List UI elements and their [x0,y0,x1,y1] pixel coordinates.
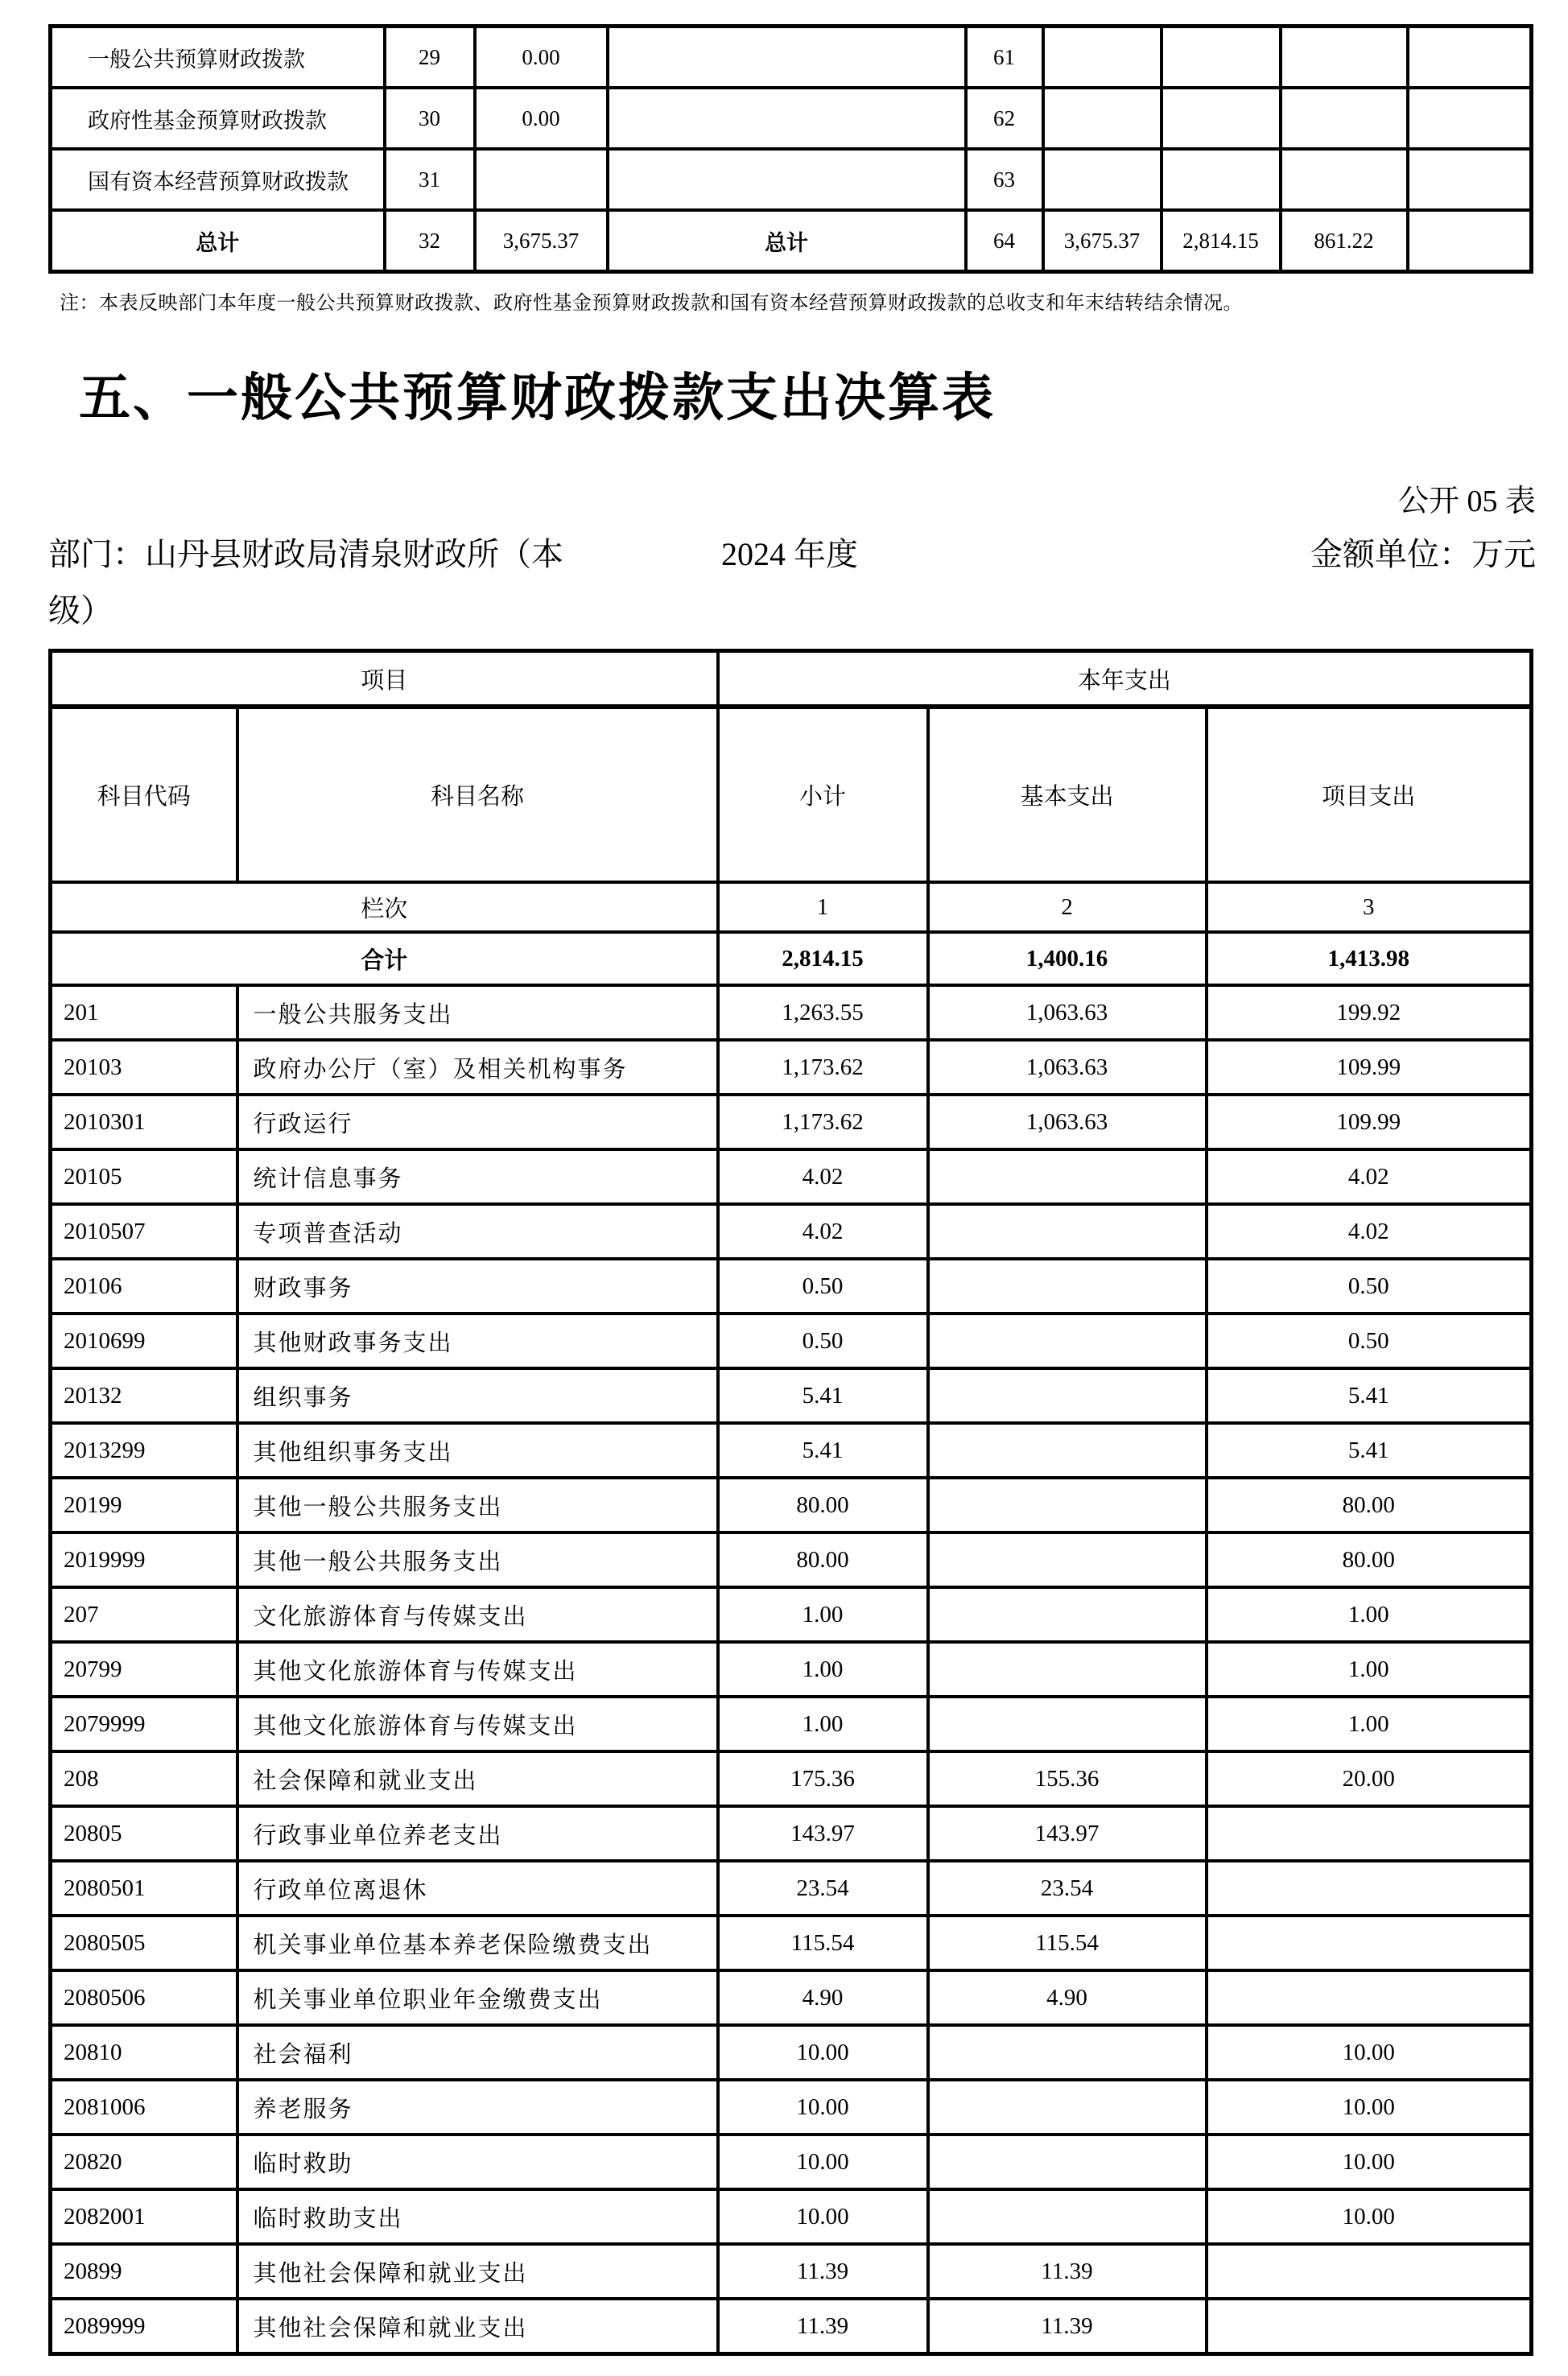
cell-basic-expenditure: 23.54 [928,1861,1207,1916]
cell-subtotal: 80.00 [718,1532,928,1587]
cell-subject-code: 2089999 [51,2299,237,2354]
cell-subtotal: 4.02 [718,1204,928,1259]
cell-project-expenditure: 10.00 [1207,2080,1532,2135]
cell-subject-name: 其他一般公共服务支出 [237,1532,718,1587]
cell-subject-name: 财政事务 [237,1259,718,1314]
cell-col-index-3: 3 [1207,882,1532,932]
cell-project-expenditure: 199.92 [1207,985,1532,1040]
table-row [51,1259,1532,1314]
table-row [51,1314,1532,1368]
cell-subject-code: 20899 [51,2244,237,2299]
cell-subtotal: 1,263.55 [718,985,928,1040]
cell-item-name-2 [608,149,966,210]
cell-subtotal: 10.00 [718,2080,928,2135]
header-subject-name: 科目名称 [237,707,718,882]
department-line-1: 部门：山丹县财政局清泉财政所（本 [48,536,563,572]
table-row [51,88,1532,149]
cell-project-expenditure: 10.00 [1207,2135,1532,2189]
cell-basic-expenditure: 155.36 [928,1751,1207,1806]
cell-value-2 [1162,88,1281,149]
cell-line-no-2: 63 [966,149,1043,210]
cell-subject-name: 统计信息事务 [237,1149,718,1204]
table-row [51,1368,1532,1423]
expenditure-table-header [51,651,1532,986]
cell-value-2 [1162,27,1281,89]
cell-basic-expenditure: 115.54 [928,1916,1207,1970]
department-name [48,526,612,639]
table-row [51,1149,1532,1204]
cell-project-expenditure: 1.00 [1207,1697,1532,1751]
expenditure-table-body [51,985,1532,2354]
cell-subject-name: 临时救助支出 [237,2189,718,2244]
department-line-2: 级） [48,592,113,629]
table-row [51,985,1532,1040]
cell-subtotal: 1,173.62 [718,1040,928,1095]
cell-project-expenditure: 109.99 [1207,1040,1532,1095]
cell-project-expenditure: 4.02 [1207,1149,1532,1204]
header-project-expenditure: 项目支出 [1207,707,1532,882]
cell-total-basic: 1,400.16 [928,932,1207,985]
column-index-row [51,882,1532,932]
cell-subject-code: 20810 [51,2025,237,2080]
cell-value-3 [1281,88,1408,149]
table-row [51,1587,1532,1642]
cell-subject-code: 2080506 [51,1970,237,2025]
cell-subject-name: 文化旅游体育与传媒支出 [237,1587,718,1642]
cell-subtotal: 0.50 [718,1259,928,1314]
cell-basic-expenditure [928,1532,1207,1587]
cell-basic-expenditure [928,1697,1207,1751]
table-row [51,2135,1532,2189]
cell-amount: 0.00 [475,27,608,89]
cell-item-name: 一般公共预算财政拨款 [51,27,385,89]
cell-basic-expenditure [928,1204,1207,1259]
cell-subject-name: 机关事业单位基本养老保险缴费支出 [237,1916,718,1970]
table-meta-row [48,526,1536,649]
cell-subject-name: 其他文化旅游体育与传媒支出 [237,1697,718,1751]
cell-line-no: 32 [385,210,475,272]
cell-basic-expenditure [928,1314,1207,1368]
cell-value-3 [1281,149,1408,210]
cell-basic-expenditure: 1,063.63 [928,1095,1207,1149]
cell-subtotal: 175.36 [718,1751,928,1806]
cell-project-expenditure: 5.41 [1207,1368,1532,1423]
table-row [51,1204,1532,1259]
cell-subject-name: 临时救助 [237,2135,718,2189]
cell-basic-expenditure [928,2080,1207,2135]
cell-amount: 3,675.37 [475,210,608,272]
cell-value-1 [1043,27,1162,89]
cell-subject-code: 20799 [51,1642,237,1697]
cell-subtotal: 80.00 [718,1478,928,1532]
cell-project-expenditure: 80.00 [1207,1478,1532,1532]
cell-total-label-2: 总计 [608,210,966,272]
table-row [51,149,1532,210]
general-budget-expenditure-table [48,649,1533,2356]
cell-subject-code: 20106 [51,1259,237,1314]
cell-subject-code: 20805 [51,1806,237,1861]
cell-subject-name: 行政事业单位养老支出 [237,1806,718,1861]
cell-subtotal: 10.00 [718,2189,928,2244]
cell-project-expenditure [1207,1806,1532,1861]
cell-basic-expenditure [928,1587,1207,1642]
group-header-row [51,651,1532,707]
header-current-year-group: 本年支出 [718,651,1532,707]
cell-basic-expenditure [928,2135,1207,2189]
cell-subject-name: 其他社会保障和就业支出 [237,2299,718,2354]
cell-subject-code: 2081006 [51,2080,237,2135]
cell-subject-name: 其他社会保障和就业支出 [237,2244,718,2299]
table-row [51,1861,1532,1916]
cell-subject-name: 其他一般公共服务支出 [237,1478,718,1532]
cell-subtotal: 11.39 [718,2244,928,2299]
cell-subject-code: 2079999 [51,1697,237,1751]
cell-basic-expenditure: 11.39 [928,2299,1207,2354]
cell-subject-name: 行政运行 [237,1095,718,1149]
table-row [51,1040,1532,1095]
cell-subtotal: 10.00 [718,2025,928,2080]
cell-basic-expenditure [928,2189,1207,2244]
cell-subject-code: 2010699 [51,1314,237,1368]
cell-value-1: 3,675.37 [1043,210,1162,272]
cell-subtotal: 1.00 [718,1642,928,1697]
total-row [51,932,1532,985]
cell-subject-code: 20820 [51,2135,237,2189]
cell-subject-code: 2080501 [51,1861,237,1916]
cell-basic-expenditure [928,1478,1207,1532]
cell-total-subtotal: 2,814.15 [718,932,928,985]
cell-subtotal: 23.54 [718,1861,928,1916]
cell-project-expenditure [1207,1916,1532,1970]
cell-total-label: 合计 [51,932,718,985]
cell-subtotal: 5.41 [718,1368,928,1423]
header-subtotal: 小计 [718,707,928,882]
cell-amount [475,149,608,210]
table-row [51,1423,1532,1478]
cell-subject-code: 20105 [51,1149,237,1204]
cell-project-expenditure: 1.00 [1207,1587,1532,1642]
cell-basic-expenditure [928,1149,1207,1204]
grand-total-row [51,210,1532,272]
public-table-number: 公开 05 表 [1397,485,1536,518]
cell-subject-name: 其他组织事务支出 [237,1423,718,1478]
cell-value-2: 2,814.15 [1162,210,1281,272]
cell-line-no: 29 [385,27,475,89]
cell-item-name: 国有资本经营预算财政拨款 [51,149,385,210]
header-project-group: 项目 [51,651,718,707]
table-row [51,27,1532,89]
cell-project-expenditure: 5.41 [1207,1423,1532,1478]
cell-project-expenditure [1207,2244,1532,2299]
cell-subject-code: 20103 [51,1040,237,1095]
table-row [51,1697,1532,1751]
cell-subtotal: 10.00 [718,2135,928,2189]
cell-project-expenditure: 0.50 [1207,1314,1532,1368]
cell-subtotal: 5.41 [718,1423,928,1478]
cell-subtotal: 115.54 [718,1916,928,1970]
cell-value-1 [1043,88,1162,149]
cell-line-no-2: 61 [966,27,1043,89]
cell-basic-expenditure [928,1368,1207,1423]
cell-value-4 [1408,27,1532,89]
cell-project-expenditure: 4.02 [1207,1204,1532,1259]
cell-project-expenditure [1207,2299,1532,2354]
cell-project-expenditure: 109.99 [1207,1095,1532,1149]
section-title: 五、一般公共预算财政拨款支出决算表 [79,369,996,427]
cell-amount: 0.00 [475,88,608,149]
cell-subtotal: 0.50 [718,1314,928,1368]
cell-subject-code: 2010507 [51,1204,237,1259]
cell-subject-code: 2013299 [51,1423,237,1478]
cell-subject-code: 201 [51,985,237,1040]
cell-value-4 [1408,149,1532,210]
cell-line-no: 30 [385,88,475,149]
cell-subject-code: 208 [51,1751,237,1806]
cell-basic-expenditure: 11.39 [928,2244,1207,2299]
cell-value-2 [1162,149,1281,210]
cell-project-expenditure: 10.00 [1207,2189,1532,2244]
cell-project-expenditure: 80.00 [1207,1532,1532,1587]
table-row [51,1642,1532,1697]
cell-subject-name: 组织事务 [237,1368,718,1423]
cell-basic-expenditure [928,2025,1207,2080]
cell-subject-name: 机关事业单位职业年金缴费支出 [237,1970,718,2025]
cell-subtotal: 4.90 [718,1970,928,2025]
cell-lanci-label: 栏次 [51,882,718,932]
table-row [51,2244,1532,2299]
cell-subject-name: 社会保障和就业支出 [237,1751,718,1806]
cell-value-4 [1408,210,1532,272]
cell-subject-code: 2080505 [51,1916,237,1970]
cell-subtotal: 1.00 [718,1697,928,1751]
cell-subject-name: 其他文化旅游体育与传媒支出 [237,1642,718,1697]
header-basic-expenditure: 基本支出 [928,707,1207,882]
amount-unit: 金额单位：万元 [1310,536,1536,572]
cell-subject-code: 20199 [51,1478,237,1532]
table-row [51,1970,1532,2025]
table-row [51,1095,1532,1149]
table-footnote: 注：本表反映部门本年度一般公共预算财政拨款、政府性基金预算财政拨款和国有资本经营预算财政拨款的总收支和年末结转结余情况。 [60,293,1243,314]
cell-basic-expenditure: 1,063.63 [928,985,1207,1040]
cell-subject-name: 政府办公厅（室）及相关机构事务 [237,1040,718,1095]
cell-project-expenditure: 0.50 [1207,1259,1532,1314]
cell-basic-expenditure: 4.90 [928,1970,1207,2025]
cell-subject-name: 社会福利 [237,2025,718,2080]
cell-subject-name: 养老服务 [237,2080,718,2135]
cell-subject-code: 2010301 [51,1095,237,1149]
fiscal-year: 2024 年度 [721,536,858,572]
column-header-row [51,707,1532,882]
fiscal-appropriation-summary-table [48,24,1533,274]
table-row [51,2299,1532,2354]
cell-basic-expenditure: 143.97 [928,1806,1207,1861]
cell-project-expenditure [1207,1970,1532,2025]
cell-subtotal: 1.00 [718,1587,928,1642]
cell-total-project: 1,413.98 [1207,932,1532,985]
table-row [51,2189,1532,2244]
cell-project-expenditure: 1.00 [1207,1642,1532,1697]
table-row [51,1806,1532,1861]
cell-subject-name: 一般公共服务支出 [237,985,718,1040]
cell-subject-code: 2019999 [51,1532,237,1587]
cell-subject-code: 2082001 [51,2189,237,2244]
table-row [51,2025,1532,2080]
table-row [51,1478,1532,1532]
cell-line-no-2: 64 [966,210,1043,272]
table-row [51,1916,1532,1970]
cell-subject-name: 专项普查活动 [237,1204,718,1259]
cell-col-index-2: 2 [928,882,1207,932]
summary-table-total [51,210,1532,272]
cell-subtotal: 143.97 [718,1806,928,1861]
cell-item-name: 政府性基金预算财政拨款 [51,88,385,149]
cell-basic-expenditure [928,1642,1207,1697]
cell-value-3 [1281,27,1408,89]
cell-project-expenditure: 10.00 [1207,2025,1532,2080]
cell-subject-code: 207 [51,1587,237,1642]
cell-total-label: 总计 [51,210,385,272]
table-row [51,1751,1532,1806]
cell-subtotal: 4.02 [718,1149,928,1204]
cell-basic-expenditure [928,1423,1207,1478]
cell-project-expenditure: 20.00 [1207,1751,1532,1806]
cell-value-1 [1043,149,1162,210]
cell-col-index-1: 1 [718,882,928,932]
cell-subject-name: 其他财政事务支出 [237,1314,718,1368]
cell-line-no: 31 [385,149,475,210]
table-row [51,2080,1532,2135]
cell-value-4 [1408,88,1532,149]
cell-value-3: 861.22 [1281,210,1408,272]
summary-table-body [51,27,1532,211]
cell-subtotal: 1,173.62 [718,1095,928,1149]
cell-basic-expenditure: 1,063.63 [928,1040,1207,1095]
cell-line-no-2: 62 [966,88,1043,149]
cell-project-expenditure [1207,1861,1532,1916]
cell-subtotal: 11.39 [718,2299,928,2354]
cell-item-name-2 [608,27,966,89]
cell-item-name-2 [608,88,966,149]
table-row [51,1532,1532,1587]
cell-subject-name: 行政单位离退休 [237,1861,718,1916]
cell-subject-code: 20132 [51,1368,237,1423]
cell-basic-expenditure [928,1259,1207,1314]
header-subject-code: 科目代码 [51,707,237,882]
